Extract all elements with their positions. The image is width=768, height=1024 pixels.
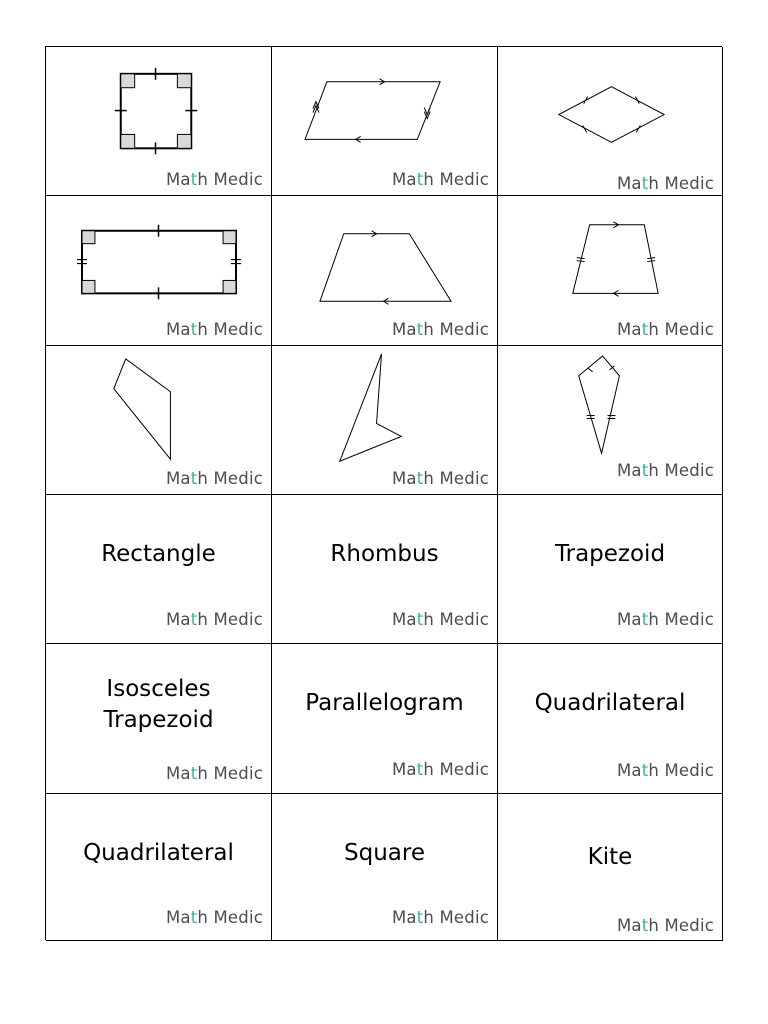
term-label: Quadrilateral xyxy=(534,690,686,716)
card-term-parallelogram[interactable] xyxy=(272,644,498,794)
card-rectangle-shape[interactable] xyxy=(46,196,272,346)
math-medic-logo: Math Medic xyxy=(165,469,263,488)
card-parallelogram-shape[interactable] xyxy=(272,47,498,196)
math-medic-logo: Math Medic xyxy=(165,610,263,629)
term-label: Rectangle xyxy=(101,541,216,567)
math-medic-logo: Math Medic xyxy=(616,916,714,935)
card-isosceles-trapezoid-shape[interactable] xyxy=(498,196,723,346)
card-term-square[interactable] xyxy=(272,794,498,941)
term-line-2: Trapezoid xyxy=(103,707,214,734)
term-line-1: Isosceles xyxy=(106,676,211,702)
card-term-rhombus[interactable] xyxy=(272,495,498,644)
card-term-trapezoid[interactable] xyxy=(498,495,723,644)
math-medic-logo: Math Medic xyxy=(391,760,489,779)
card-term-rectangle[interactable] xyxy=(46,495,272,644)
term-label: Square xyxy=(344,840,425,866)
math-medic-logo: Math Medic xyxy=(616,761,714,780)
card-term-quadrilateral[interactable] xyxy=(46,794,272,941)
card-rhombus-shape[interactable] xyxy=(498,47,723,196)
term-label: Quadrilateral xyxy=(83,840,234,866)
card-concave-quadrilateral-shape[interactable] xyxy=(272,346,498,495)
math-medic-logo: Math Medic xyxy=(165,170,263,189)
term-label: Rhombus xyxy=(330,541,439,567)
math-medic-logo: Math Medic xyxy=(165,320,263,339)
term-label: Trapezoid xyxy=(554,541,666,567)
card-term-isosceles-trapezoid[interactable] xyxy=(46,644,272,794)
math-medic-logo: Math Medic xyxy=(391,170,489,189)
math-medic-logo: Math Medic xyxy=(616,461,714,480)
math-medic-logo: Math Medic xyxy=(165,764,263,783)
math-medic-logo: Math Medic xyxy=(391,320,489,339)
term-label: Kite xyxy=(587,844,633,870)
math-medic-logo: Math Medic xyxy=(391,908,489,927)
rhombus-diagram xyxy=(498,47,722,195)
card-term-quadrilateral[interactable] xyxy=(498,644,723,794)
math-medic-logo: Math Medic xyxy=(391,610,489,629)
card-kite-shape[interactable] xyxy=(498,346,723,495)
card-grid xyxy=(45,46,722,940)
term-label xyxy=(46,674,271,736)
math-medic-logo: Math Medic xyxy=(616,610,714,629)
math-medic-logo: Math Medic xyxy=(616,320,714,339)
term-label: Parallelogram xyxy=(305,690,464,716)
card-square-shape[interactable] xyxy=(46,47,272,196)
math-medic-logo: Math Medic xyxy=(165,908,263,927)
card-trapezoid-shape[interactable] xyxy=(272,196,498,346)
math-medic-logo: Math Medic xyxy=(616,174,714,193)
math-medic-logo: Math Medic xyxy=(391,469,489,488)
card-term-kite[interactable] xyxy=(498,794,723,941)
card-quadrilateral-shape[interactable] xyxy=(46,346,272,495)
